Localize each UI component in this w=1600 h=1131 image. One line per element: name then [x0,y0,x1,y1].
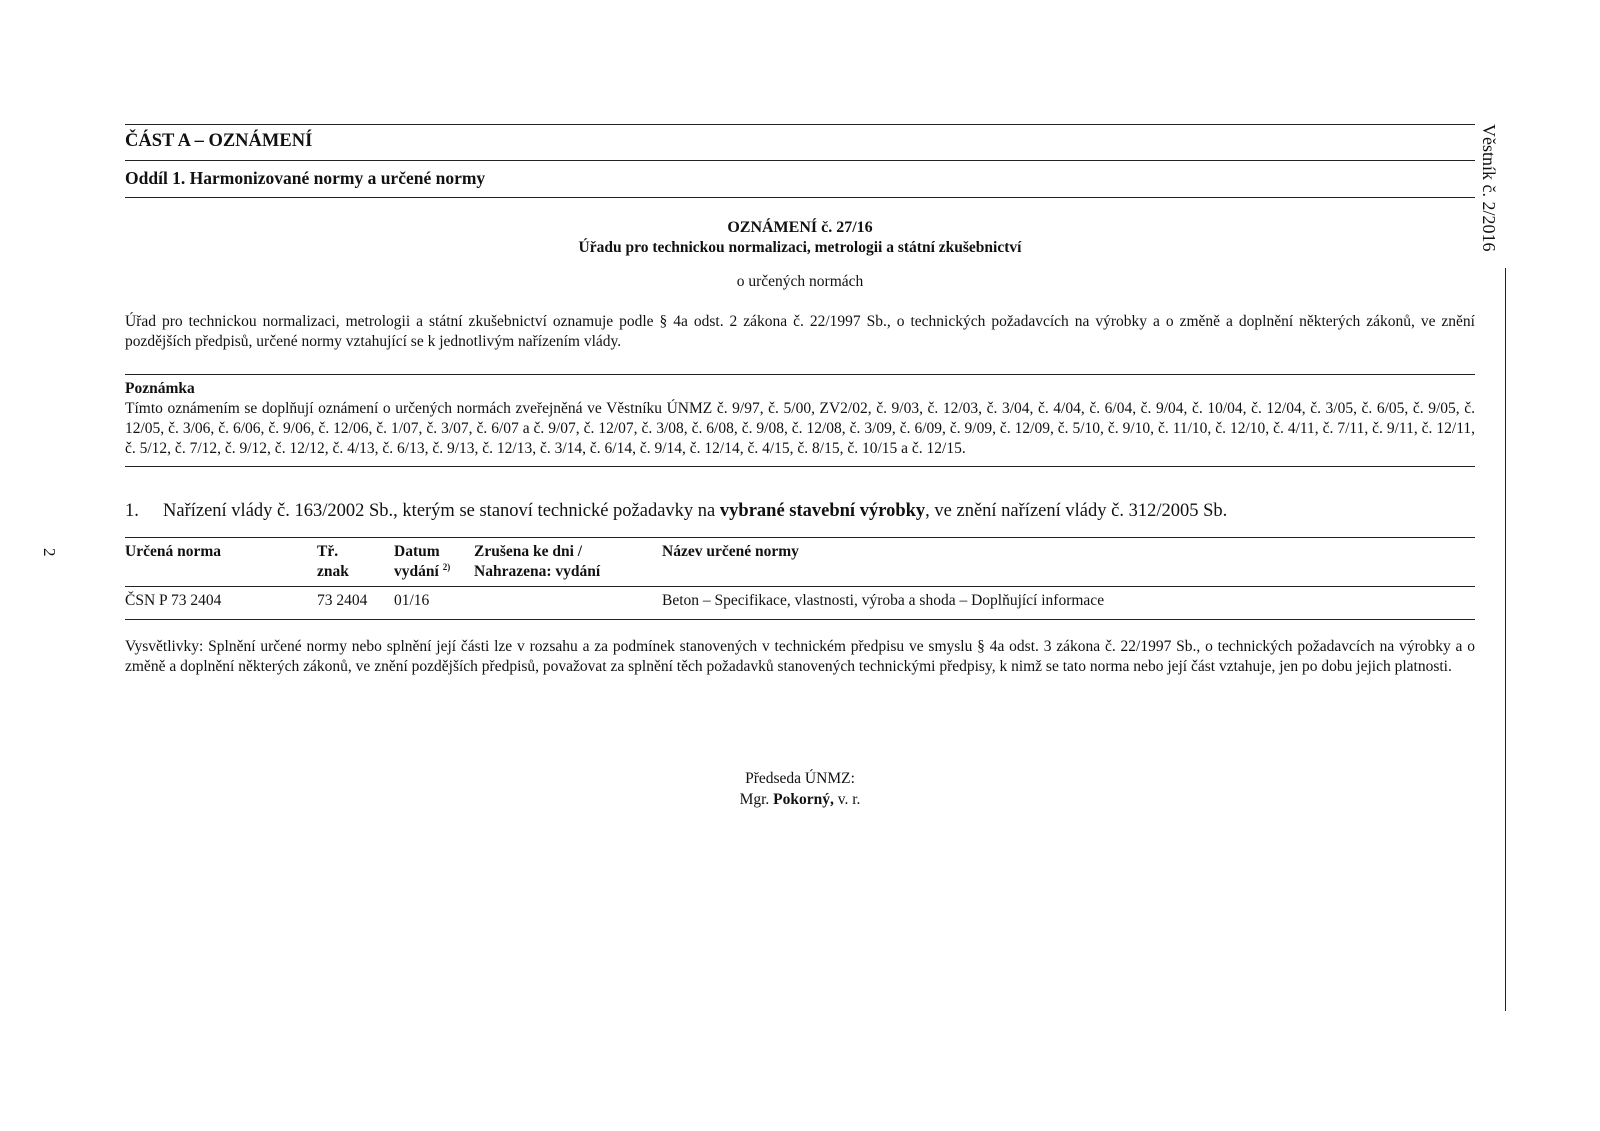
cell-mark: 73 2404 [317,592,368,609]
header-mark-line1: Tř. [317,543,339,560]
notice-issuer: Úřadu pro technickou normalizaci, metrologii a státní zkušebnictví [578,239,1022,256]
note-bottom-rule [125,466,1475,467]
cell-norm: ČSN P 73 2404 [125,592,222,609]
signature-role: Předseda ÚNMZ: [745,770,855,787]
note-title: Poznámka [125,380,195,397]
regulation-text-after: , ve znění nařízení vlády č. 312/2005 Sb. [925,501,1228,521]
regulation-heading [125,499,1475,537]
notice-number: OZNÁMENÍ č. 27/16 [727,219,873,236]
part-title: ČÁST A – OZNÁMENÍ [125,131,313,151]
signature-title: Mgr. [739,791,770,808]
document-page [125,124,1475,808]
header-mark [317,538,394,587]
regulation-text-before: Nařízení vlády č. 163/2002 Sb., kterým se stanoví technické požadavky na [163,501,720,521]
note-block [125,370,1475,467]
header-title: Název určené normy [662,538,1475,587]
header-replaced-line2: Nahrazena: vydání [474,563,601,580]
cell-replaced [474,587,662,620]
cell-date: 01/16 [394,592,430,609]
signature-suffix: v. r. [837,791,861,808]
signature-name-line [125,789,1475,810]
header-replaced [474,538,662,587]
notice-subject: o určených normách [736,273,864,290]
signature-block [125,768,1475,810]
norms-table [125,537,1475,620]
page-number: 2 [40,548,59,557]
header-date-footnote: 2) [442,561,451,572]
table-row [125,587,1475,620]
header-norm: Určená norma [125,538,317,587]
regulation-text-bold: vybrané stavební výrobky [719,501,926,521]
header-date [394,538,474,587]
side-rule [1505,268,1506,1011]
section-rule [125,197,1475,198]
bulletin-label: Věstník č. 2/2016 [1479,124,1499,252]
header-mark-line2: znak [317,563,349,580]
note-top-rule [125,374,1475,375]
table-header-row [125,538,1475,587]
cell-title: Beton – Specifikace, vlastnosti, výroba a shoda – Doplňující informace [662,592,1105,609]
notice-intro: Úřad pro technickou normalizaci, metrologii a státní zkušebnictví oznamuje podle § 4a odst. 2 zákona č. 22/1997 Sb., o technických požadavcích na výrobky a o změně a doplnění některých zákonů, ve znění pozdějších předpisů, určené normy vztahující se k jednotlivým nařízením vlády. [125,313,1475,350]
section-title: Oddíl 1. Harmonizované normy a určené normy [125,168,486,188]
regulation-number: 1. [125,501,139,521]
header-date-line2: vydání [394,563,439,580]
header-date-line1: Datum [394,543,440,560]
note-text: Tímto oznámením se doplňují oznámení o určených normách zveřejněná ve Věstníku ÚNMZ č. 9/97, č. 5/00, ZV2/02, č. 9/03, č. 12/03, č. 3/04, č. 4/04, č. 6/04, č. 9/04, č. 10/04, č. 12/04, č. 3/05, č. 6/05, č. 9/05, č. 12/05, č. 3/06, č. 6/06, č. 9/06, č. 12/06, č. 1/07, č. 3/07, č. 6/07 a č. 9/07, č. 12/07, č. 3/08, č. 6/08, č. 9/08, č. 12/08, č. 3/09, č. 6/09, č. 9/09, č. 12/09, č. 5/10, č. 9/10, č. 11/10, č. 12/10, č. 4/11, č. 7/11, č. 9/11, č. 12/11, č. 5/12, č. 7/12, č. 9/12, č. 12/12, č. 4/13, č. 6/13, č. 9/13, č. 12/13, č. 3/14, č. 6/14, č. 9/14, č. 12/14, č. 4/15, č. 8/15, č. 10/15 a č. 12/15. [125,400,1475,457]
notice-heading [125,218,1475,258]
signature-name: Pokorný, [773,791,834,808]
explanation-note: Vysvětlivky: Splnění určené normy nebo splnění její části lze v rozsahu a za podmínek stanovených v technickém předpisu ve smyslu § 4a odst. 3 zákona č. 22/1997 Sb., o technických požadavcích na výrobky a o změně a doplnění některých zákonů, ve znění pozdějších předpisů, považovat za splnění těch požadavků stanovených technickými předpisy, k nimž se tato norma nebo její část vztahuje, jen po dobu jejich platnosti. [125,638,1475,675]
header-replaced-line1: Zrušena ke dni / [474,543,583,560]
